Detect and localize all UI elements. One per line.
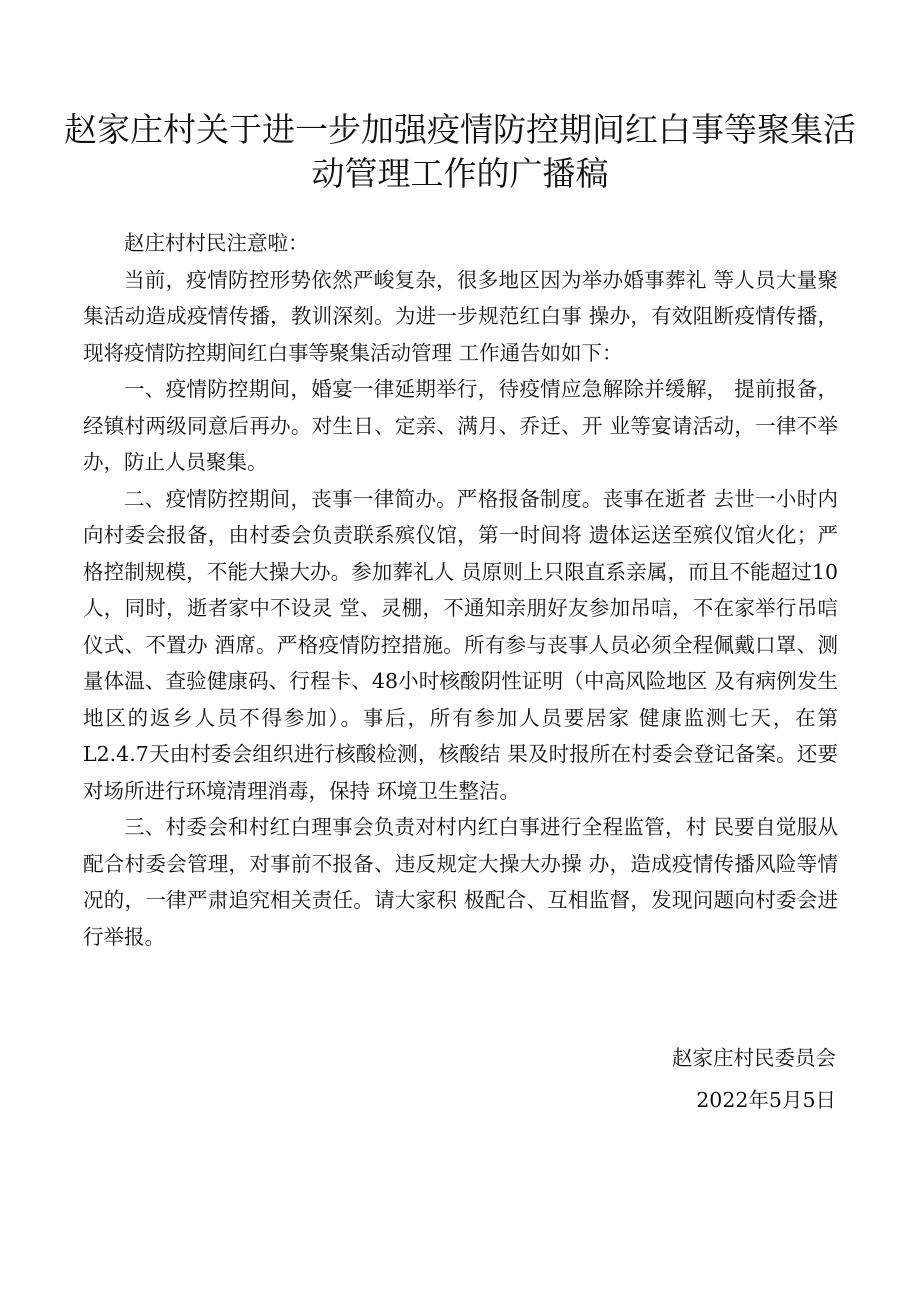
signature-organization: 赵家庄村民委员会 bbox=[672, 1046, 836, 1070]
paragraph-intro: 当前，疫情防控形势依然严峻复杂，很多地区因为举办婚事葬礼 等人员大量聚集活动造成疫情传播，教训深刻。为进一步规范红白事 操办，有效阻断疫情传播，现将疫情防控期间红白事等聚集活动管理 工作通告如如下： bbox=[83, 267, 838, 365]
paragraph-item-3: 三、村委会和村红白理事会负责对村内红白事进行全程监管，村 民要自觉服从配合村委会管理，对事前不报备、违反规定大操大办操 办，造成疫情传播风险等情况的，一律严肃追究相关责任。请大家积 极配合、互相监督，发现问题向村委会进行举报。 bbox=[83, 815, 838, 949]
paragraph-item-1: 一、疫情防控期间，婚宴一律延期举行，待疫情应急解除并缓解， 提前报备，经镇村两级同意后再办。对生日、定亲、满月、乔迁、开 业等宴请活动，一律不举办，防止人员聚集。 bbox=[83, 377, 838, 474]
document-title: 赵家庄村关于进一步加强疫情防控期间红白事等聚集活动管理工作的广播稿 bbox=[64, 110, 856, 193]
signature-date: 2022年5月5日 bbox=[696, 1088, 836, 1112]
paragraph-item-2: 二、疫情防控期间，丧事一律简办。严格报备制度。丧事在逝者 去世一小时内向村委会报备，由村委会负责联系殡仪馆，第一时间将 遗体运送至殡仪馆火化；严格控制规模，不能大操大办。参加葬礼人 员原则上只限直系亲属，而且不能超过10人，同时，逝者家中不设灵 堂、灵棚，不通知亲朋好友参加吊唁，不在家举行吊唁仪式、不置办 酒席。严格疫情防控措施。所有参与丧事人员必须全程佩戴口罩、测 量体温、查验健康码、行程卡、48小时核酸阴性证明（中高风险地区 及有病例发生地区的返乡人员不得参加）。事后，所有参加人员要居家 健康监测七天，在第L2.4.7天由村委会组织进行核酸检测，核酸结 果及时报所在村委会登记备案。还要对场所进行环境清理消毒，保持 环境卫生整洁。 bbox=[83, 486, 838, 803]
salutation: 赵庄村村民注意啦： bbox=[124, 231, 309, 255]
document-body bbox=[83, 225, 838, 955]
